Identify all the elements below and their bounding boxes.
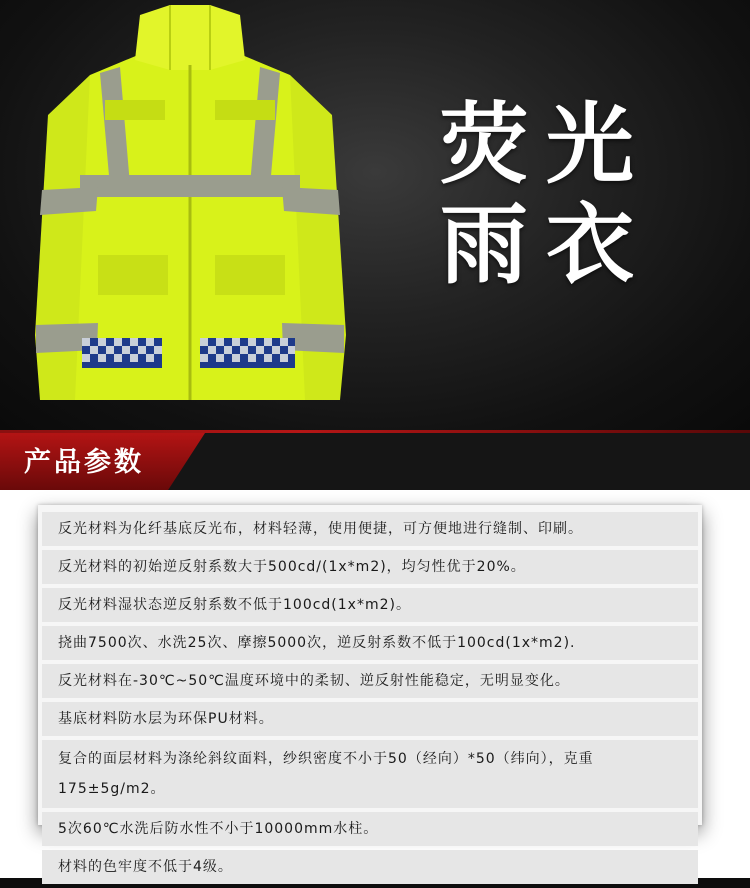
spec-item: 挠曲7500次、水洗25次、摩擦5000次，逆反射系数不低于100cd(1x*m2). [42,626,698,660]
raincoat-image [20,5,360,415]
spec-item: 反光材料在-30℃~50℃温度环境中的柔韧、逆反射性能稳定，无明显变化。 [42,664,698,698]
spec-list [42,512,698,888]
hero-title [440,95,660,295]
spec-item: 基底材料防水层为环保PU材料。 [42,702,698,736]
section-title: 产品参数 [24,447,144,478]
spec-item: 材料的色牢度不低于4级。 [42,850,698,884]
spec-item: 复合的面层材料为涤纶斜纹面料，纱织密度不小于50（经向）*50（纬向），克重175±5g/m2。 [42,740,698,808]
spec-item: 反光材料湿状态逆反射系数不低于100cd(1x*m2)。 [42,588,698,622]
hero-title-line1: 荧光 [440,93,653,196]
spec-item: 反光材料的初始逆反射系数大于500cd/(1x*m2)，均匀性优于20%。 [42,550,698,584]
section-divider [0,430,750,433]
spec-item: 5次60℃水洗后防水性不小于10000mm水柱。 [42,812,698,846]
hero-banner [0,0,750,430]
spec-item: 反光材料为化纤基底反光布，材料轻薄，使用便捷，可方便地进行缝制、印刷。 [42,512,698,546]
hero-title-line2: 雨衣 [440,193,653,296]
